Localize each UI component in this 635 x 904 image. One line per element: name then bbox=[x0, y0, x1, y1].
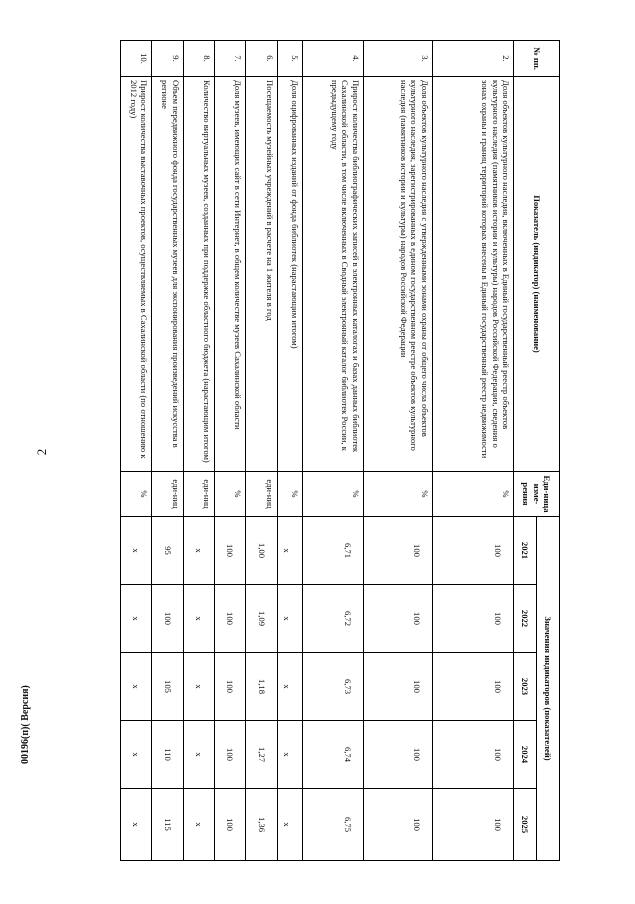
year-value: 100 bbox=[363, 517, 432, 585]
year-value: 6,74 bbox=[302, 721, 363, 789]
unit-of-measure: % bbox=[121, 472, 152, 517]
year-value: 100 bbox=[215, 789, 246, 861]
indicator-table bbox=[120, 40, 560, 861]
year-value: х bbox=[183, 789, 214, 861]
year-value: 100 bbox=[432, 585, 514, 653]
year-value: 1,27 bbox=[246, 721, 277, 789]
year-value: х bbox=[121, 517, 152, 585]
year-value: 6,75 bbox=[302, 789, 363, 861]
year-value: 100 bbox=[215, 653, 246, 721]
header-values-group: Значения индикаторов (показателей) bbox=[537, 517, 560, 861]
table-row bbox=[215, 41, 246, 861]
table-row bbox=[363, 41, 432, 861]
year-value: 115 bbox=[152, 789, 183, 861]
row-number: 6. bbox=[246, 41, 277, 77]
header-num: № пп. bbox=[514, 41, 560, 77]
year-value: х bbox=[121, 585, 152, 653]
unit-of-measure: % bbox=[302, 472, 363, 517]
year-value: 100 bbox=[432, 517, 514, 585]
year-value: 100 bbox=[363, 721, 432, 789]
year-value: 1,09 bbox=[246, 585, 277, 653]
header-unit: Еди-ница изме-рения bbox=[514, 472, 560, 517]
year-value: 1,36 bbox=[246, 789, 277, 861]
year-value: х bbox=[121, 721, 152, 789]
year-value: 1,18 bbox=[246, 653, 277, 721]
header-year: 2023 bbox=[514, 653, 537, 721]
indicator-name: Количество виртуальных музеев, созданных при поддержке областного бюджета (нарастающим итогом) bbox=[183, 77, 214, 472]
year-value: 95 bbox=[152, 517, 183, 585]
year-value: х bbox=[183, 721, 214, 789]
unit-of-measure: % bbox=[277, 472, 302, 517]
header-name: Показатель (индикатор) (наименование) bbox=[514, 77, 560, 472]
unit-of-measure: еди-ниц bbox=[183, 472, 214, 517]
year-value: 100 bbox=[215, 721, 246, 789]
year-value: 100 bbox=[152, 585, 183, 653]
year-value: х bbox=[121, 653, 152, 721]
year-value: 100 bbox=[432, 653, 514, 721]
indicator-name: Объем передвижного фонда государственных музеев для экспонирования произведений искусства в регионе bbox=[152, 77, 183, 472]
unit-of-measure: % bbox=[215, 472, 246, 517]
table-row bbox=[277, 41, 302, 861]
row-number: 7. bbox=[215, 41, 246, 77]
row-number: 10. bbox=[121, 41, 152, 77]
indicator-name: Прирост количества выставочных проектов, осуществляемых в Сахалинской области (по отношению к 2012 году) bbox=[121, 77, 152, 472]
indicator-name: Доля оцифрованных изданий от фонда библиотек (нарастающим итогом) bbox=[277, 77, 302, 472]
year-value: 100 bbox=[363, 653, 432, 721]
year-value: х bbox=[183, 517, 214, 585]
indicator-name: Доля объектов культурного наследия, включенных в Единый государственный реестр объектов культурного наследия (памятников истории и культуры) народов Российской Федерации, сведения о зонах охраны и границ территорий которых внесены в Единый государственный реестр недвижимости bbox=[432, 77, 514, 472]
table-row bbox=[183, 41, 214, 861]
year-value: х bbox=[183, 585, 214, 653]
unit-of-measure: % bbox=[363, 472, 432, 517]
footer-version: 00196(п)( Версия) bbox=[20, 685, 31, 764]
year-value: х bbox=[277, 721, 302, 789]
year-value: х bbox=[277, 517, 302, 585]
table-row bbox=[152, 41, 183, 861]
indicator-name: Доля объектов культурного наследия с утвержденными зонами охраны от общего числа объектов культурного наследия, зарегистрированных в едином государственном реестре объектов культурного наследия (памятников истории и культуры) народов Российской Федерации bbox=[363, 77, 432, 472]
year-value: 100 bbox=[215, 517, 246, 585]
indicator-name: Доля музеев, имеющих сайт в сети Интернет, в общем количестве музеев Сахалинской области bbox=[215, 77, 246, 472]
year-value: 110 bbox=[152, 721, 183, 789]
year-value: 100 bbox=[363, 789, 432, 861]
row-number: 2. bbox=[432, 41, 514, 77]
row-number: 9. bbox=[152, 41, 183, 77]
year-value: 6,73 bbox=[302, 653, 363, 721]
table-row bbox=[246, 41, 277, 861]
year-value: 100 bbox=[363, 585, 432, 653]
year-value: 105 bbox=[152, 653, 183, 721]
header-year: 2025 bbox=[514, 789, 537, 861]
row-number: 4. bbox=[302, 41, 363, 77]
year-value: х bbox=[277, 653, 302, 721]
year-value: 6,72 bbox=[302, 585, 363, 653]
year-value: х bbox=[183, 653, 214, 721]
row-number: 3. bbox=[363, 41, 432, 77]
year-value: 1,00 bbox=[246, 517, 277, 585]
year-value: х bbox=[277, 585, 302, 653]
year-value: 6,71 bbox=[302, 517, 363, 585]
row-number: 5. bbox=[277, 41, 302, 77]
header-year: 2024 bbox=[514, 721, 537, 789]
page-number: 2 bbox=[34, 448, 49, 456]
year-value: 100 bbox=[432, 721, 514, 789]
unit-of-measure: еди-ниц bbox=[152, 472, 183, 517]
year-value: х bbox=[277, 789, 302, 861]
indicator-name: Прирост количества библиографических записей в электронных каталогах и базах данных библиотек Сахалинской области, в том числе включенных в Сводный электронный каталог библиотек России, к предыдущему году bbox=[302, 77, 363, 472]
table-row bbox=[302, 41, 363, 861]
unit-of-measure: % bbox=[432, 472, 514, 517]
unit-of-measure: еди-ниц bbox=[246, 472, 277, 517]
indicator-name: Посещаемость музейных учреждений в расчете на 1 жителя в год bbox=[246, 77, 277, 472]
header-year: 2021 bbox=[514, 517, 537, 585]
year-value: х bbox=[121, 789, 152, 861]
year-value: 100 bbox=[432, 789, 514, 861]
table-row bbox=[432, 41, 514, 861]
year-value: 100 bbox=[215, 585, 246, 653]
header-year: 2022 bbox=[514, 585, 537, 653]
row-number: 8. bbox=[183, 41, 214, 77]
indicator-table-container bbox=[120, 40, 560, 860]
table-row bbox=[121, 41, 152, 861]
